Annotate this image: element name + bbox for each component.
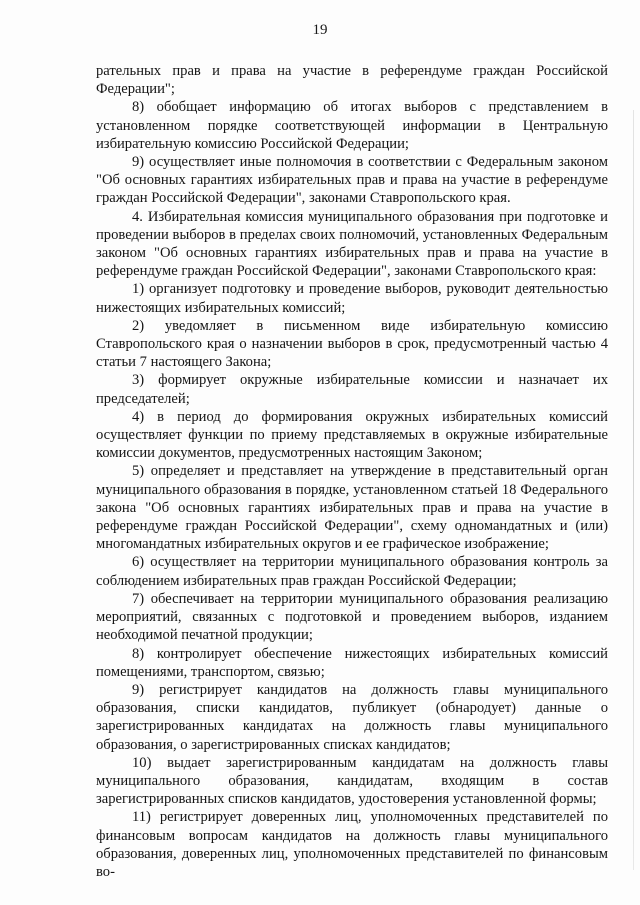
paragraph-section-4: 4. Избирательная комиссия муниципального образования при подготовке и проведении выборов в пределах своих полномочий, установленных Федеральным законом "Об основных гарантиях избирательных прав и права на участие в референдуме граждан Российской Федерации", законами Ставропольского края: [96, 208, 608, 280]
paragraph-item-9: 9) осуществляет иные полномочия в соответствии с Федеральным законом "Об основных гарантиях избирательных прав и права на участие в референдуме граждан Российской Федерации", законами Ставропольского края. [96, 154, 608, 207]
document-body [96, 62, 608, 881]
paragraph-item-9b: 9) регистрирует кандидатов на должность главы муниципального образования, списки кандидатов, публикует (обнародует) данные о зарегистрированных кандидатах на должность главы муниципального образования, о зарегистрированных списках кандидатов; [96, 681, 608, 753]
paragraph-continuation: рательных прав и права на участие в референдуме граждан Российской Федерации"; [96, 63, 608, 98]
paragraph-item-2: 2) уведомляет в письменном виде избирательную комиссию Ставропольского края о назначении выборов в срок, предусмотренный частью 4 статьи 7 настоящего Закона; [96, 317, 608, 371]
paragraph-item-8b: 8) контролирует обеспечение нижестоящих избирательных комиссий помещениями, транспортом, связью; [96, 645, 608, 680]
paragraph-item-4: 4) в период до формирования окружных избирательных комиссий осуществляет функции по приему представляемых в окружные избирательные комиссии документов, предусмотренных настоящим Законом; [96, 408, 608, 462]
paragraph-item-5: 5) определяет и представляет на утверждение в представительный орган муниципального образования в порядке, установленном статьей 18 Федерального закона "Об основных гарантиях избирательных прав и права на участие в референдуме граждан Российской Федерации", схему одномандатных и (или) многомандатных избирательных округов и ее графическое изображение; [96, 463, 608, 553]
paragraph-item-8: 8) обобщает информацию об итогах выборов с представлением в установленном порядке соответствующей информации в Центральную избирательную комиссию Российской Федерации; [96, 99, 608, 152]
page-number: 19 [312, 22, 328, 38]
paragraph-item-10: 10) выдает зарегистрированным кандидатам на должность главы муниципального образования, кандидатам, входящим в состав зарегистрированных списков кандидатов, удостоверения установленной формы; [96, 754, 608, 808]
paragraph-item-6: 6) осуществляет на территории муниципального образования контроль за соблюдением избирательных прав граждан Российской Федерации; [96, 554, 608, 589]
paragraph-item-7: 7) обеспечивает на территории муниципального образования реализацию мероприятий, связанных с подготовкой и проведением выборов, изданием необходимой печатной продукции; [96, 590, 608, 644]
page-edge-line [633, 110, 634, 870]
paragraph-item-3: 3) формирует окружные избирательные комиссии и назначает их председателей; [96, 372, 608, 407]
paragraph-item-1: 1) организует подготовку и проведение выборов, руководит деятельностью нижестоящих избирательных комиссий; [96, 281, 608, 316]
paragraph-item-11: 11) регистрирует доверенных лиц, уполномоченных представителей по финансовым вопросам кандидатов на должность главы муниципального образования, доверенных лиц, уполномоченных представителей по финансовым во- [96, 809, 608, 880]
